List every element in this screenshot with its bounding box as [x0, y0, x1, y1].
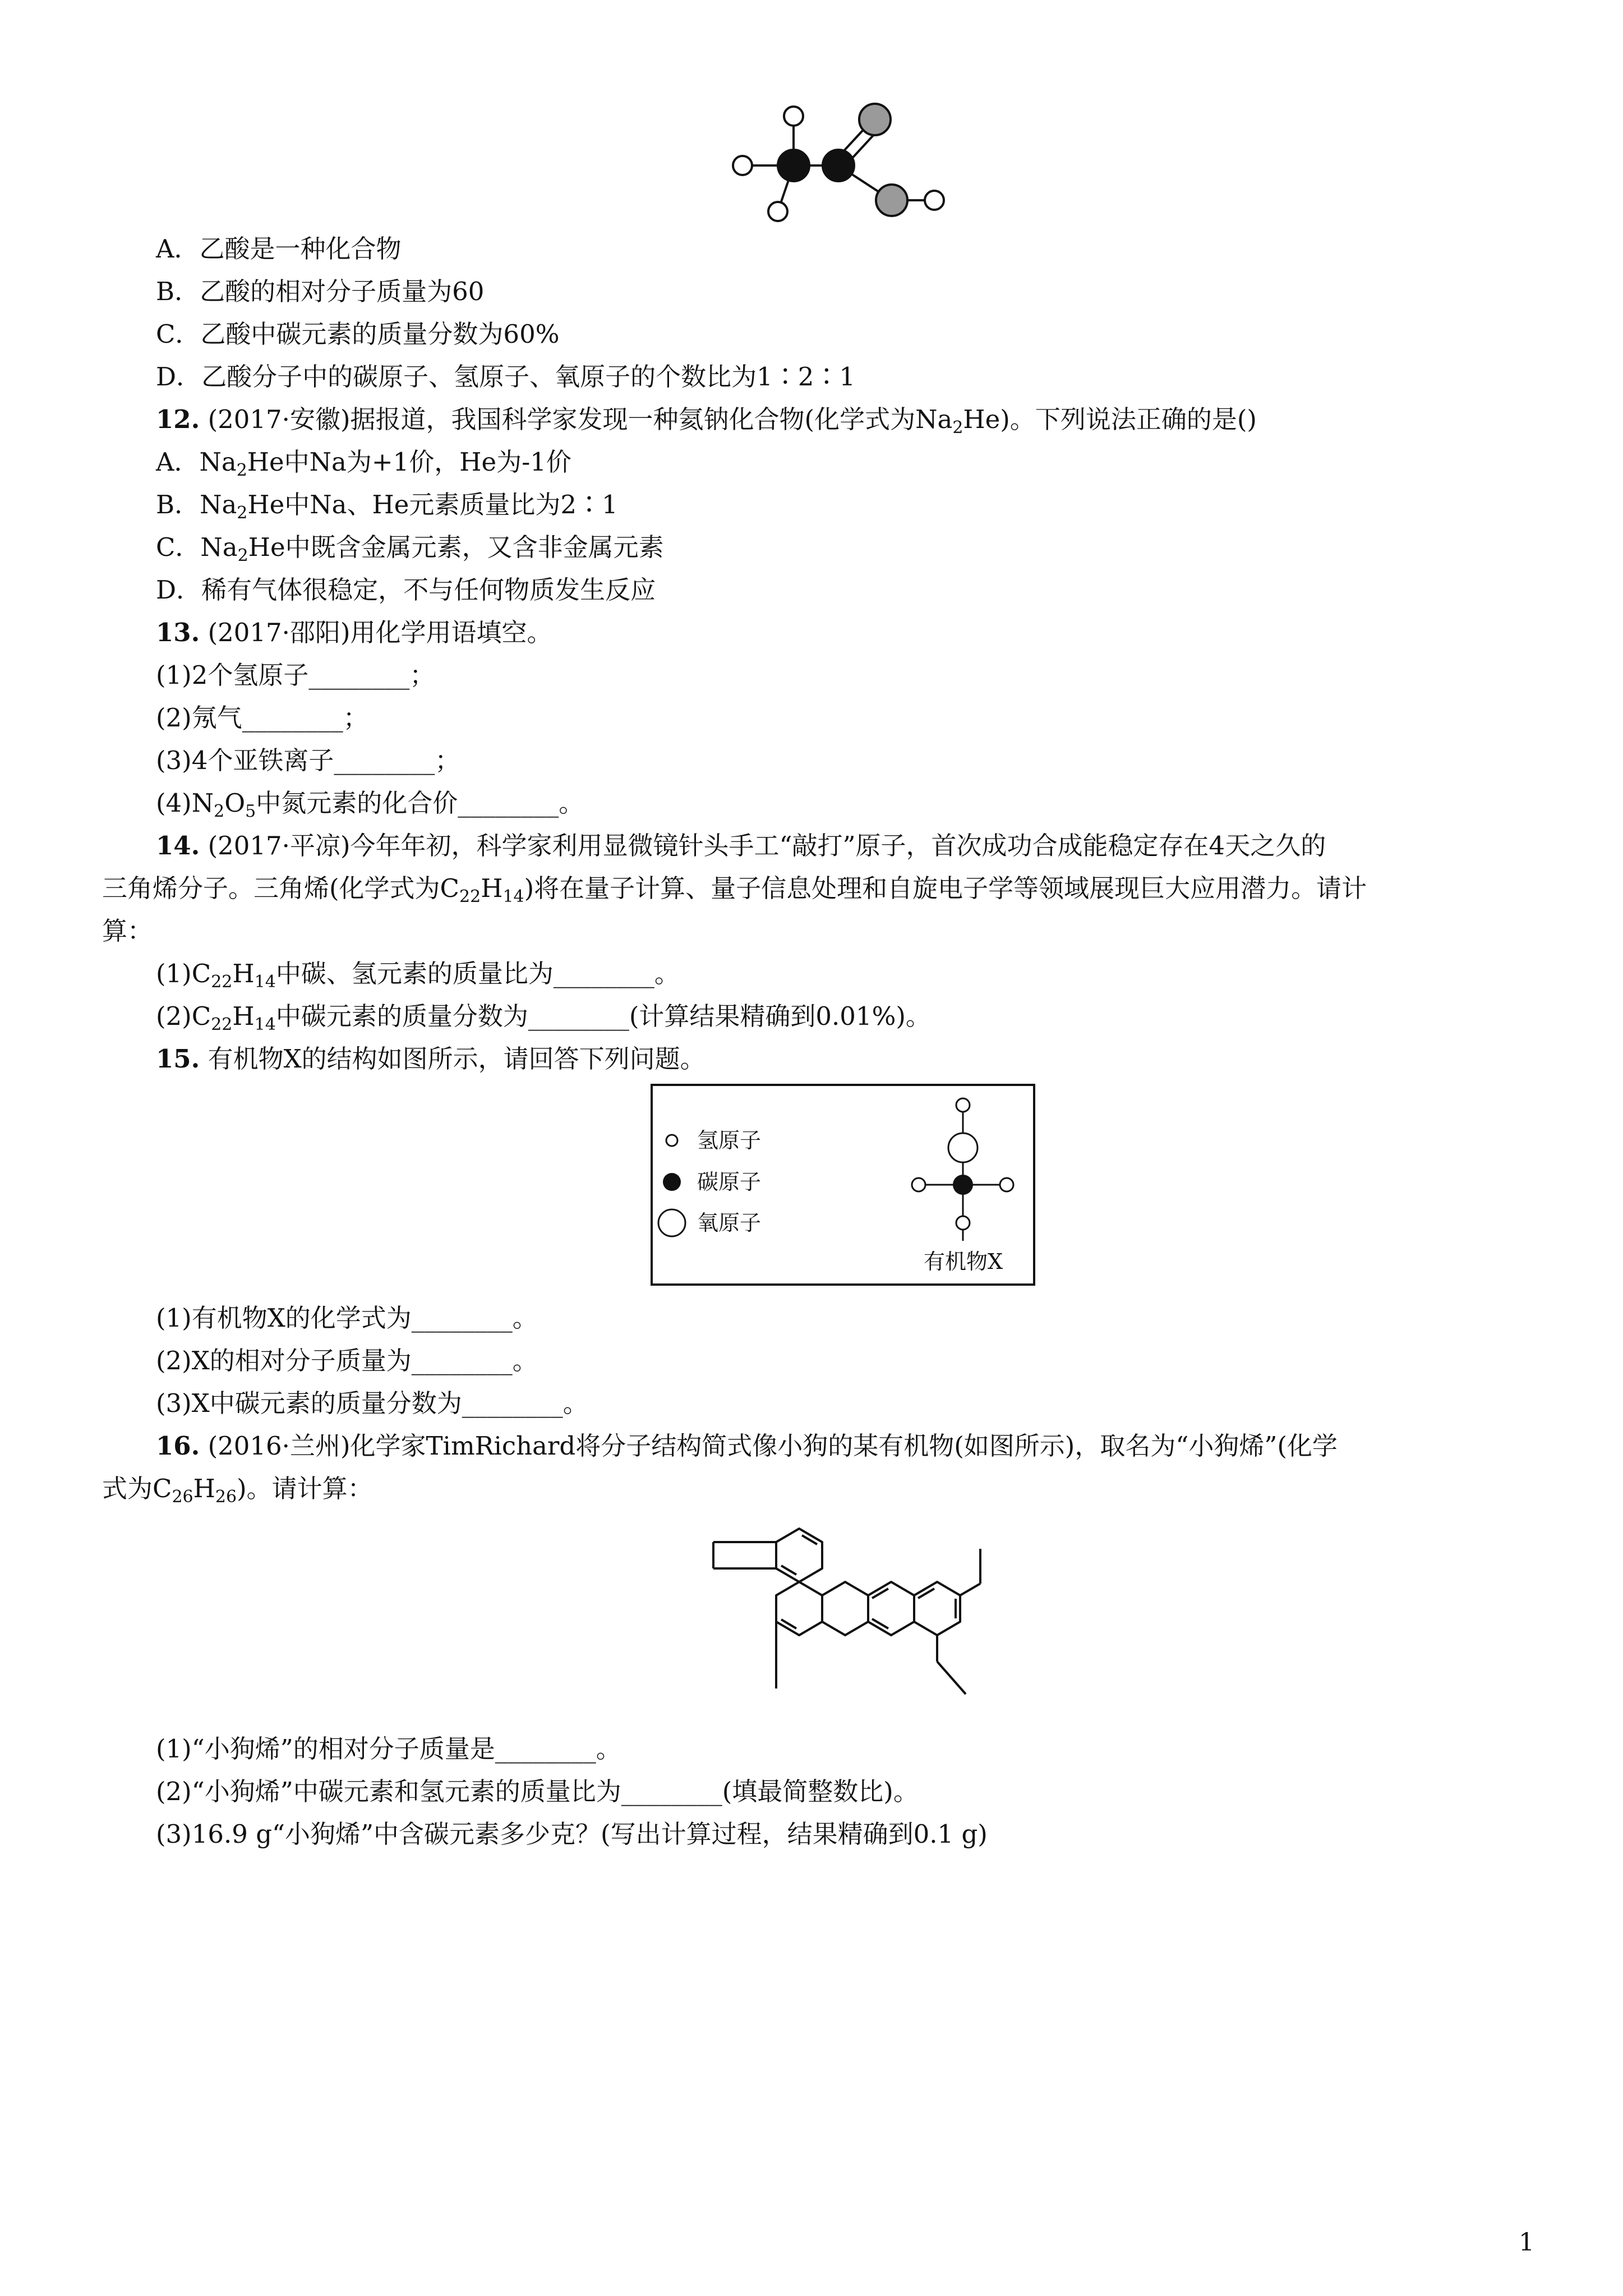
legend-hydrogen-label: 氢原子	[697, 1128, 762, 1153]
puppy-ene-structure	[707, 1523, 998, 1705]
q13-part-2: (2)氖气________；	[156, 703, 368, 733]
q12-stem: 12. (2017·安徽)据报道，我国科学家发现一种氦钠化合物(化学式为$Na_2He$)。下列说法正确的是()	[156, 404, 1257, 438]
q13-number: 13.	[156, 618, 200, 647]
q16-part-3: (3)16.9 g“小狗烯”中含碳元素多少克？(写出计算过程，结果精确到0.1 g)	[156, 1819, 988, 1849]
q16-stem-line-2: 式为$C_{26}H_{26}$)。请计算：	[102, 1474, 373, 1507]
q14-part-1: $(1)C_{22}H_{14}$中碳、氢元素的质量比为________。	[156, 959, 680, 992]
q12-number: 12.	[156, 404, 200, 434]
legend-oxygen-label: 氧原子	[697, 1211, 762, 1235]
q16-part-2: (2)“小狗烯”中碳元素和氢元素的质量比为________(填最简整数比)。	[156, 1777, 919, 1806]
q13-part-4: $(4)N_2O_5$中氮元素的化合价________。	[156, 788, 584, 821]
legend-carbon-label: 碳原子	[697, 1170, 762, 1194]
q13-part-1: (1)2个氢原子________；	[156, 660, 435, 690]
organic-x-figure	[651, 1084, 1035, 1286]
q16-part-1: (1)“小狗烯”的相对分子质量是________。	[156, 1734, 621, 1764]
q15-number: 15.	[156, 1044, 200, 1074]
q11-option-d: D．乙酸分子中的碳原子、氢原子、氧原子的个数比为1∶2∶1	[156, 362, 855, 392]
q12-option-d: D．稀有气体很稳定，不与任何物质发生反应	[156, 575, 656, 605]
q12-option-a: A．$Na_2He$中Na为+1价，He为-1价	[156, 447, 571, 480]
q16-stem-line-1: 16. (2016·兰州)化学家TimRichard将分子结构简式像小狗的某有机物(如图所示)，取名为“小狗烯”(化学	[156, 1431, 1338, 1461]
q11-option-c: C．乙酸中碳元素的质量分数为60%	[156, 319, 560, 349]
q14-stem-line-3: 算：	[102, 916, 153, 946]
page-number: 1	[1519, 2228, 1534, 2257]
q15-part-1: (1)有机物X的化学式为________。	[156, 1303, 538, 1333]
figure-caption: 有机物X	[924, 1249, 1003, 1274]
q15-part-3: (3)X中碳元素的质量分数为________。	[156, 1388, 588, 1418]
q12-option-b: B．$Na_2He$中Na、He元素质量比为2∶1	[156, 490, 618, 523]
acetic-acid-molecule-model	[723, 98, 959, 227]
q15-stem: 15. 有机物X的结构如图所示，请回答下列问题。	[156, 1044, 706, 1074]
q16-number: 16.	[156, 1431, 200, 1461]
q12-option-c: C．$Na_2He$中既含金属元素，又含非金属元素	[156, 532, 664, 565]
q13-stem: 13. (2017·邵阳)用化学用语填空。	[156, 618, 552, 647]
q14-number: 14.	[156, 831, 200, 861]
q13-part-3: (3)4个亚铁离子________；	[156, 746, 460, 775]
q11-option-a: A．乙酸是一种化合物	[156, 234, 402, 264]
q14-part-2: $(2)C_{22}H_{14}$中碳元素的质量分数为________(计算结果精确到0.01%)。	[156, 1001, 931, 1034]
q11-option-b: B．乙酸的相对分子质量为60	[156, 277, 485, 306]
q14-stem-line-2: 三角烯分子。三角烯(化学式为$C_{22}H_{14}$)将在量子计算、量子信息处理和自旋电子学等领域展现巨大应用潜力。请计	[102, 873, 1367, 907]
q14-stem-line-1: 14. (2017·平凉)今年年初，科学家利用显微镜针头手工“敲打”原子，首次成功合成能稳定存在4天之久的	[156, 831, 1326, 861]
q15-part-2: (2)X的相对分子质量为________。	[156, 1346, 538, 1375]
